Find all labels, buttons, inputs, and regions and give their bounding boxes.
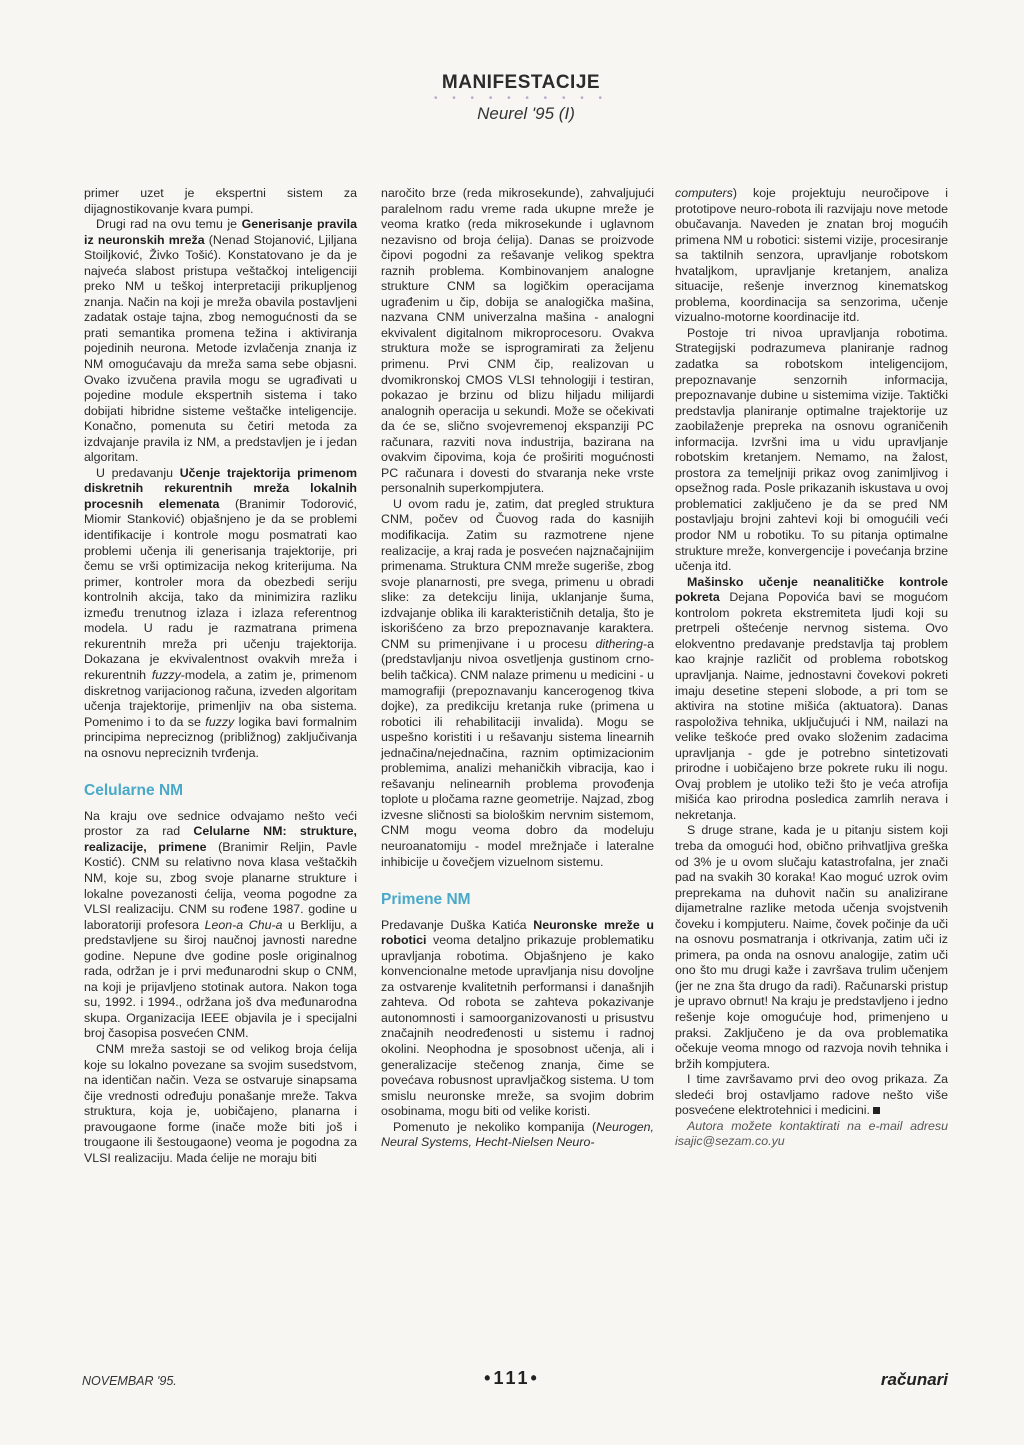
- paragraph: I time završavamo prvi deo ovog prikaza. Za sledeći broj ostavljamo radove nešto više posvećene elektrotehnici i medicini.: [675, 1072, 948, 1118]
- paragraph: U ovom radu je, zatim, dat pregled struktura CNM, počev od Čuovog rada do kasnijih modifikacija. Zatim su razmotrene njene realizacije, a kraj rada je posvećen najznačajnijim primenama. Struktura CNM mreže sugeriše, zbog svoje planarnosti, pre svega, primenu u obradi slike: za detekciju linija, uklanjanje šuma, izdvajanje oblika ili karakterističnih detalja, što je iskorišćeno za brzo prepoznavanje karaktera. CNM su primenjivane i u procesu dithering-a (predstavljanju nivoa osvetljenja gustinom crno-belih tačkica). CNM nalaze primenu u medicini - u mamografiji (prepoznavanju kancerogenog tkiva dojke), za predikciju kretanja ruke (primena u robotici ili rehabilitaciji invalida). Mogu se uspešno koristiti i u rešavanju sistema linearnih jednačina/nejednačina, raznim optimizacionim problemima, analizi mehaničkih vibracija, kao i rešavanju nelinearnih problema provođenja toplote u pločama razne geometrije. Najzad, zbog izvesne sličnosti sa biološkim nervnim sistemom, CNM mogu veoma dobro da modeluju neuroanatomiju - model mrežnjače i lateralne inhibicije u čovečjem vizuelnom sistemu.: [381, 496, 654, 869]
- section-heading: Celularne NM: [84, 782, 184, 800]
- paragraph: CNM mreža sastoji se od velikog broja ćelija koje su lokalno povezane sa svojim susedstvom, na identičan način. Veza se ostvaruje sinapsama čije vrednosti određuju ponašanje mreže. Takva struktura, koja je, uobičajeno, planarna i pravougaone forme (inače može biti još i trougaone ili šestougaone) veoma je pogodna za VLSI realizaciju. Mada ćelije ne moraju biti: [84, 1041, 357, 1165]
- paragraph: Mašinsko učenje neanalitičke kontrole pokreta Dejana Popovića bavi se mogućom kontrolom pokreta ekstremiteta ljudi koji su pretrpeli oštećenje nervnog sistema. Ovo elokventno predavanje predstavlja taj problem kao krajnje različit od problema robotskog upravljanja. Naime, jednostavni čovekovi pokreti imaju desetine stepeni slobode, a pri tom se aktivira na stotine mišića (aktuatora). Danas raspoloživa tehnika, uključujući i NM, nailazi na velike teškoće pred ovako složenim zadacima upravljanja - gde je potrebno sintetizovati prirodne i uobičajeno brze pokrete ruku ili nogu. Ovaj problem je utoliko teži što je veća atrofija mišića kao prirodna posledica zamrlih nerava i nekretanja.: [675, 574, 948, 822]
- page-header: [0, 72, 1024, 124]
- author-contact: Autora možete kontaktirati na e-mail adresu isajic@sezam.co.yu: [675, 1118, 948, 1149]
- paragraph: Postoje tri nivoa upravljanja robotima. Strategijski podrazumeva planiranje radnog zadatka sa robotskom inteligencijom, prepoznavanje senzornih informacija, prepoznavanje dubine u sistemima vizije. Taktički predstavlja planiranje optimalne trajektorije uz zaobilaženje prepreka na osnovu ograničenih informacija. Izvršni ima u vidu upravljanje robotskim kretanjem. Nemamo, na žalost, prostora za temeljniji prikaz ovog zanimljivog i opsežnog rada. Posle prikazanih iskustava u ovoj problematici zaključeno je da se pred NM postavljaju brojni zahtevi koji bi omogućili veći prodor NM u robotiku. To su pitanja optimalne strukture mreže, konvergencije i povećanja brzine učenja itd.: [675, 325, 948, 574]
- paragraph: Predavanje Duška Katića Neuronske mreže u robotici veoma detaljno prikazuje problematiku upravljanja robotima. Objašnjeno je kako konvencionalne metode upravljanja nisu dovoljne za ostvarenje kvalitetnih performansi i današnjih zahteva. Od robota se zahteva pokazivanje autonomnosti i samoorganizovanosti u prisustvu značajnih neodređenosti u sistemu i radnoj okolini. Neophodna je sposobnost učenja, ali i generalizacije stečenog znanja, čime se povećava robusnost upravljačkog sistema. U tom smislu neuronske mreže, sa svojim dobrim osobinama, mogu biti od velike koristi.: [381, 917, 655, 1119]
- paragraph: S druge strane, kada je u pitanju sistem koji treba da omogući hod, obično prihvatljiva greška od 3% je u ovom slučaju katastrofalna, jer znači pad na svakih 30 koraka! Kao moguć uzrok ovim preprekama na duhovit način su analizirane dijametralne razlike metoda učenja svojstvenih čoveku i kompjuteru. Naime, čovek počinje da uči na osnovu posmatranja i otkrivanja, zatim uči iz primera, pa onda na osnovu analogije, zatim uči ono što mu drugi kaže i završava trulim učenjem (jer ne zna šta drugo da radi). Računarski pristup je upravo obrnut! Na kraju je predstavljeno i jedno rešenje koje omogućuje hod, primenjeno u praksi. Zaključeno je da ova problematika očekuje veoma mnogo od razvoja novih tehnika i bržih kompjutera.: [675, 823, 948, 1071]
- paragraph: computers) koje projektuju neuročipove i prototipove neuro-robota ili razvijaju nove metode obučavanja. Naveden je znatan broj mogućih primena NM u robotici: sistemi vizije, procesiranje sa taktilnih senzora, upravljanje robotskom hvataljkom, upravljanje kretanjem, analiza situacije, rešenje inverznog kinematskog problema, koordinacija sa senzorima, učenje vizualno-motorne koordinacije itd.: [675, 186, 948, 325]
- section-title: MANIFESTACIJE: [441, 72, 601, 93]
- column-1: [84, 186, 357, 1166]
- paragraph: U predavanju Učenje trajektorija primenom diskretnih rekurentnih mreža lokalnih procesnih elemenata (Branimir Todorović, Miomir Stanković) objašnjeno je da se problemi identifikacije i kontrole mogu posmatrati kao problemi učenja ili generisanja trajektorije, pri čemu se vrši optimizacija nekog kriterijuma. Na primer, kontroler mora da obezbedi seriju kontrolnih akcija, tako da minimizira razliku između trenutnog izlaza i izlaza referentnog modela. U radu je razmatrana primena rekurentnih mreža pri učenju trajektorija. Dokazana je ekvivalentnost ovakvih mreža i rekurentnih fuzzy-modela, a zatim je, primenom diskretnog varijacionog računa, izveden algoritam učenja trajektorije, primenljiv na oba sistema. Pomenimo i to da se fuzzy logika bavi formalnim principima nepreciznog (približnog) zaključivanja na osnovu nepreciznih tvrđenja.: [84, 465, 358, 760]
- paragraph: primer uzet je ekspertni sistem za dijagnostikovanje kvara pumpi.: [84, 186, 357, 216]
- paragraph: Na kraju ove sednice odvajamo nešto veći prostor za rad Celularne NM: strukture, realizacije, primene (Branimir Reljin, Pavle Kostić). CNM su relativno nova klasa veštačkih NM, koje su, zbog svoje planarne strukture i lokalne povezanosti ćelija, veoma pogodne za VLSI realizaciju. CNM su rođene 1987. godine u laboratoriji profesora Leon-a Chu-a u Berkliju, a predstavljene su široj naučnoj javnosti naredne godine. Nepune dve godine posle originalnog rada, održan je i prvi međunarodni skup o CNM, na koji je prijavljeno stotinak autora. Nakon toga su, 1992. i 1994., održana još dva međunarodna skupa. Organizacija IEEE objavila je i specijalni broj časopisa posvećen CNM.: [84, 808, 357, 1041]
- magazine-name: računari: [880, 1370, 948, 1389]
- column-2: [381, 186, 654, 1151]
- header-dots: • • • • • • • • • •: [433, 93, 608, 104]
- paragraph: Pomenuto je nekoliko kompanija (Neurogen, Neural Systems, Hecht-Nielsen Neuro-: [381, 1119, 654, 1150]
- paragraph: naročito brze (reda mikrosekunde), zahvaljujući paralelnom radu vreme rada ukupne mreže je veoma kratko (reda mikrosekunde i uglavnom nezavisno od broja ćelija). Danas se proizvode čipovi pogodni za rešavanje velikog spektra raznih problema. Kombinovanjem analogne strukture CNM sa logičkim operacijama ugrađenim u čip, dobija se analogička mašina, nazvana CNM univerzalna mašina - analogni ekvivalent digitalnom mikroprocesoru. Ovakva struktura može se isprogramirati za željenu primenu. Prvi CNM čip, realizovan u dvomikronskoj CMOS VLSI tehnologiji i testiran, pokazao je brzinu od blizu hiljadu milijardi analognih operacija u sekundi. Može se očekivati da će se, slično svojevremenoj ekspanziji PC računara, razviti nova industrija, bazirana na ovakvim čipovima, koja će proširiti mogućnosti PC računara i dovesti do stvaranja neke vrste personalnih superkompjutera.: [381, 186, 654, 496]
- page-number: •111•: [484, 1368, 540, 1388]
- column-3: [675, 186, 948, 1150]
- section-heading: Primene NM: [381, 891, 471, 909]
- end-mark-icon: [873, 1107, 880, 1114]
- issue-date: NOVEMBAR '95.: [82, 1374, 177, 1388]
- paragraph: Drugi rad na ovu temu je Generisanje pravila iz neuronskih mreža (Nenad Stojanović, Ljiljana Stoiljković, Živko Tošić). Konstatovano je da je najveća slabost pristupa veštačkoj inteligenciji preko NM u teškoj interpretaciji prikupljenog znanja. Način na koji je mreža obavila postavljeni zadatak ostaje tajna, zbog nemogućnosti da se prati semantika promena težina i aktiviranja pojedinih neurona. Metode izvlačenja znanja iz NM omogućavaju da mreža sama sebe objasni. Ovako izvučena pravila mogu se ugrađivati u pojedine module ekspertnih sistema i tako dobijati hibridne sisteme veštačke inteligencije. Konačno, pomenuta su četiri metoda za izdvajanje pravila iz NM, a predstavljen je i jedan algoritam.: [84, 217, 357, 465]
- article-subtitle: Neurel '95 (I): [477, 104, 575, 123]
